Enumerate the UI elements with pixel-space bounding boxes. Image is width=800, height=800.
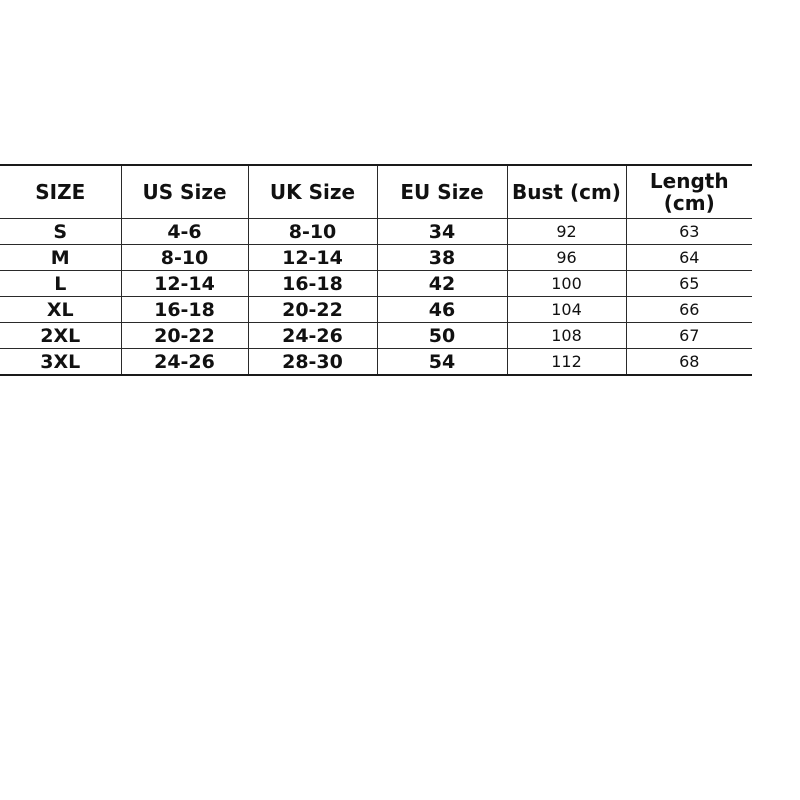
table-row bbox=[0, 245, 752, 271]
cell-size: M bbox=[0, 245, 121, 271]
size-chart-table bbox=[0, 164, 752, 376]
header-length: Length (cm) bbox=[626, 165, 752, 219]
cell-size: S bbox=[0, 219, 121, 245]
cell-bust: 92 bbox=[507, 219, 626, 245]
cell-length: 66 bbox=[626, 297, 752, 323]
cell-eu-size: 34 bbox=[377, 219, 507, 245]
header-uk-size: UK Size bbox=[248, 165, 377, 219]
cell-size: 2XL bbox=[0, 323, 121, 349]
cell-uk-size: 12-14 bbox=[248, 245, 377, 271]
cell-bust: 104 bbox=[507, 297, 626, 323]
cell-us-size: 4-6 bbox=[121, 219, 248, 245]
cell-size: XL bbox=[0, 297, 121, 323]
cell-size: 3XL bbox=[0, 349, 121, 376]
cell-us-size: 24-26 bbox=[121, 349, 248, 376]
cell-uk-size: 28-30 bbox=[248, 349, 377, 376]
header-row bbox=[0, 165, 752, 219]
header-bust: Bust (cm) bbox=[507, 165, 626, 219]
header-us-size: US Size bbox=[121, 165, 248, 219]
cell-eu-size: 50 bbox=[377, 323, 507, 349]
cell-uk-size: 20-22 bbox=[248, 297, 377, 323]
cell-us-size: 12-14 bbox=[121, 271, 248, 297]
header-eu-size: EU Size bbox=[377, 165, 507, 219]
table-row bbox=[0, 323, 752, 349]
cell-length: 63 bbox=[626, 219, 752, 245]
cell-eu-size: 46 bbox=[377, 297, 507, 323]
cell-length: 68 bbox=[626, 349, 752, 376]
cell-us-size: 16-18 bbox=[121, 297, 248, 323]
table-row bbox=[0, 349, 752, 376]
cell-uk-size: 24-26 bbox=[248, 323, 377, 349]
cell-length: 67 bbox=[626, 323, 752, 349]
cell-size: L bbox=[0, 271, 121, 297]
cell-bust: 108 bbox=[507, 323, 626, 349]
cell-bust: 96 bbox=[507, 245, 626, 271]
cell-us-size: 8-10 bbox=[121, 245, 248, 271]
cell-uk-size: 16-18 bbox=[248, 271, 377, 297]
table-row bbox=[0, 271, 752, 297]
cell-eu-size: 38 bbox=[377, 245, 507, 271]
cell-eu-size: 42 bbox=[377, 271, 507, 297]
cell-uk-size: 8-10 bbox=[248, 219, 377, 245]
cell-length: 65 bbox=[626, 271, 752, 297]
cell-us-size: 20-22 bbox=[121, 323, 248, 349]
table-row bbox=[0, 219, 752, 245]
header-size: SIZE bbox=[0, 165, 121, 219]
table-row bbox=[0, 297, 752, 323]
cell-bust: 112 bbox=[507, 349, 626, 376]
cell-bust: 100 bbox=[507, 271, 626, 297]
cell-eu-size: 54 bbox=[377, 349, 507, 376]
cell-length: 64 bbox=[626, 245, 752, 271]
